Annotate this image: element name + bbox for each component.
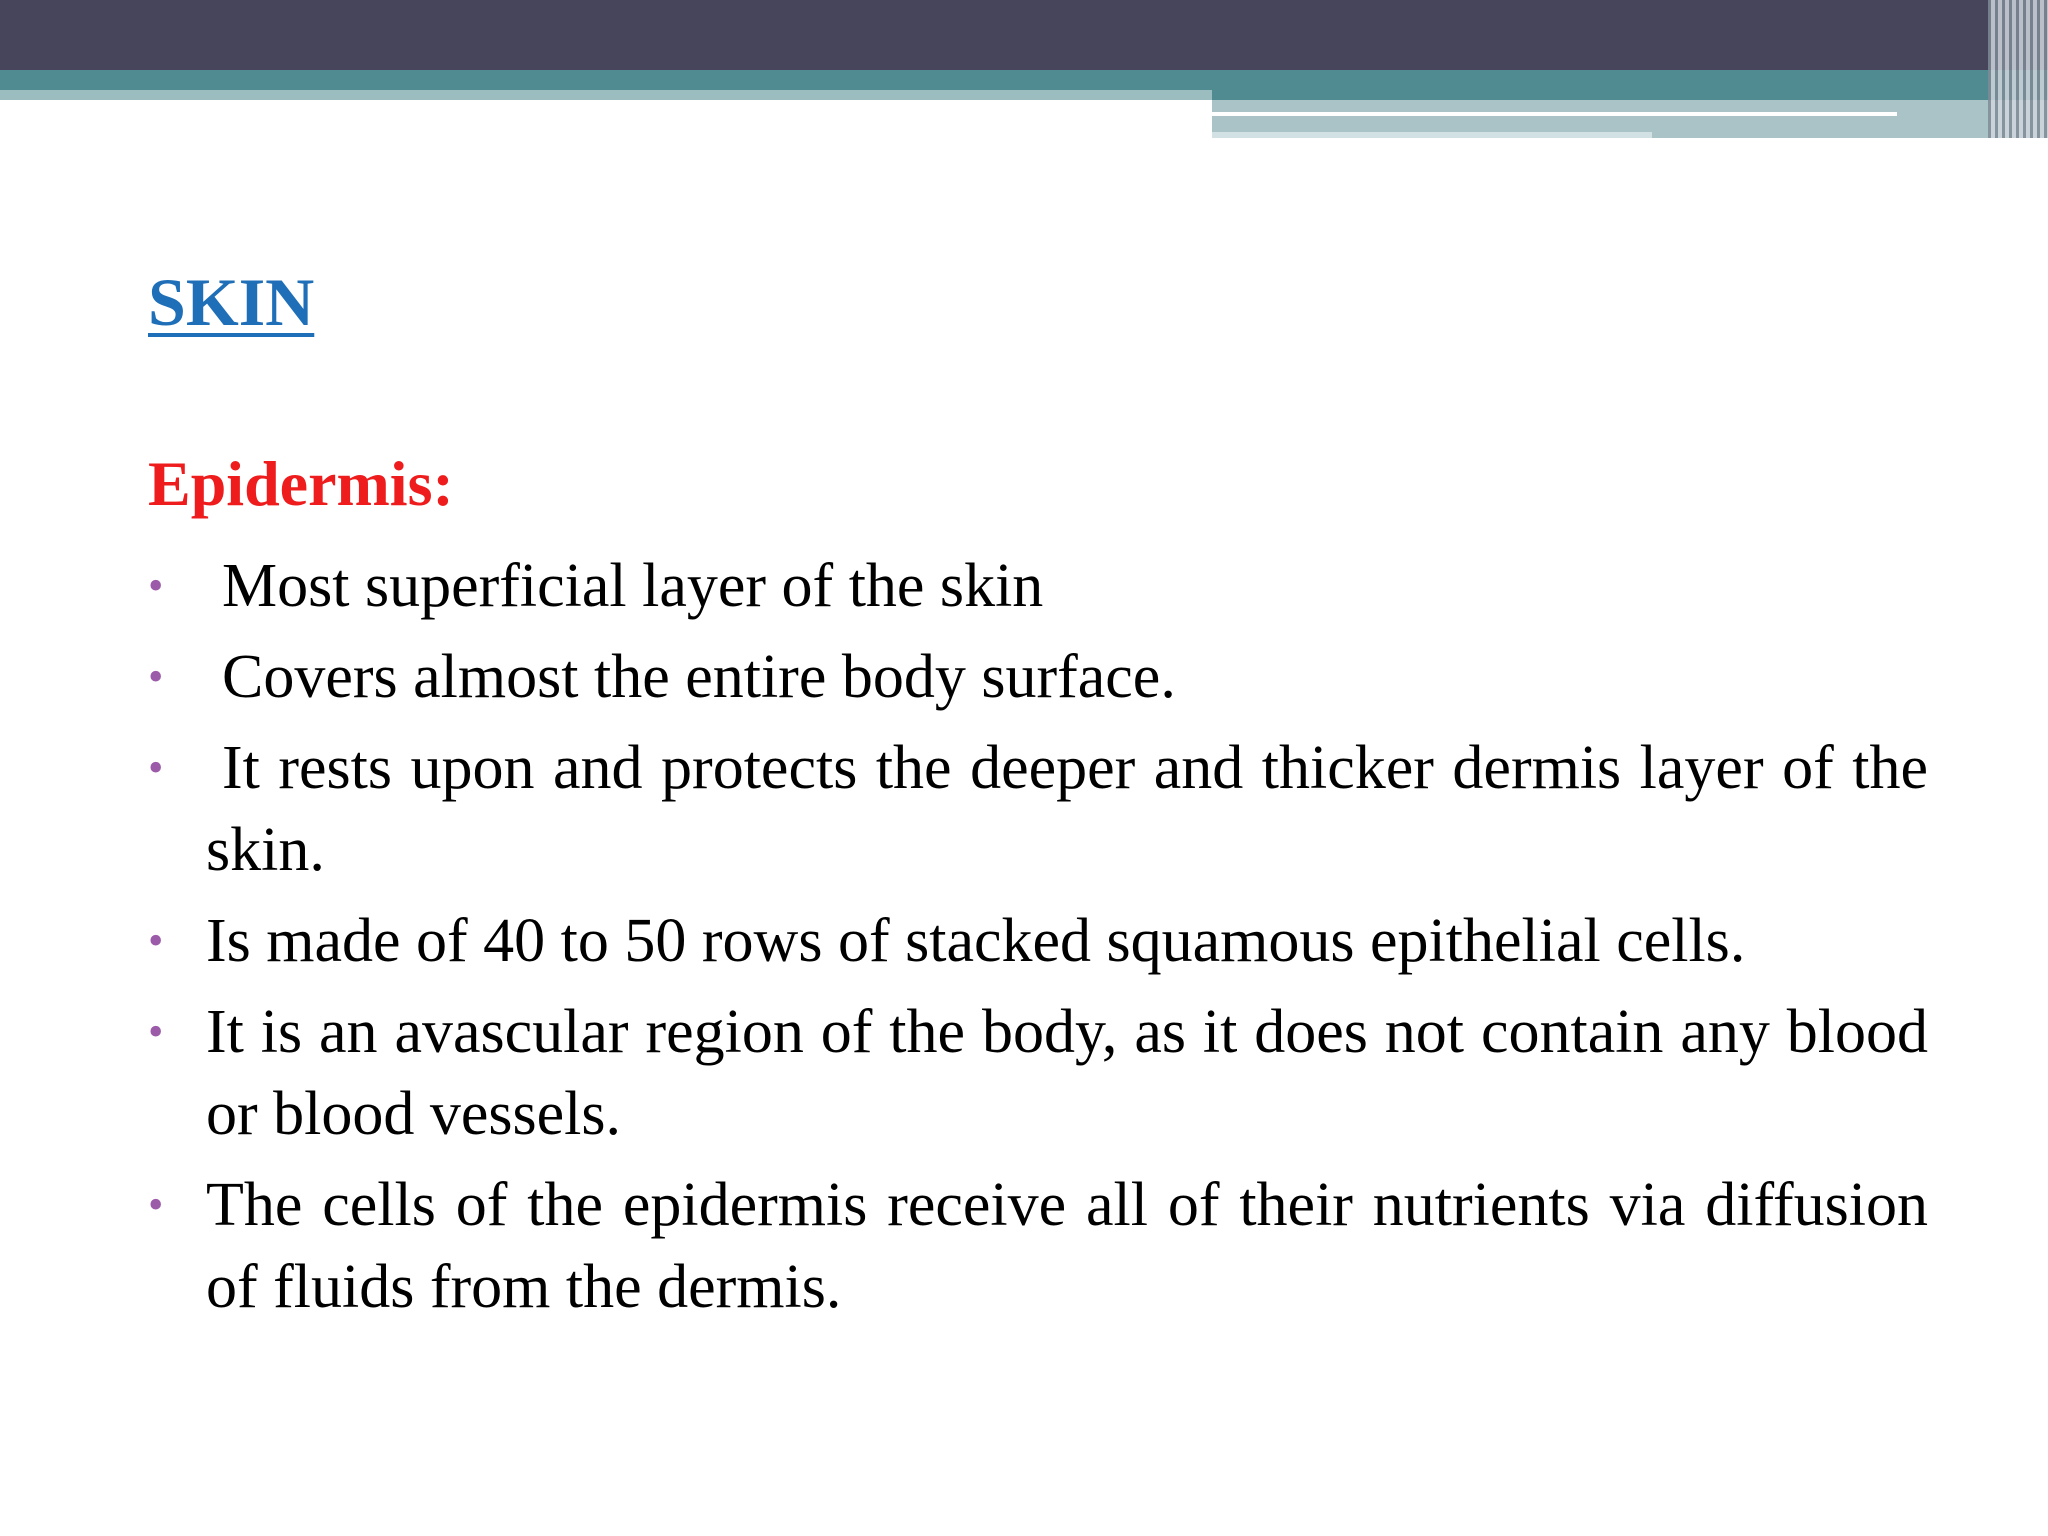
bullet-icon: • xyxy=(148,1007,164,1056)
bullet-text: Is made of 40 to 50 rows of stacked squamous epithelial cells. xyxy=(206,907,1746,975)
bullet-item xyxy=(148,1164,1928,1328)
bullet-item xyxy=(148,900,1928,982)
bullet-list xyxy=(148,545,1928,1337)
header-lower-band xyxy=(1212,132,1652,138)
bullet-icon: • xyxy=(148,916,164,965)
bullet-text: Covers almost the entire body surface. xyxy=(222,643,1176,711)
bullet-icon: • xyxy=(148,652,164,701)
bullet-item xyxy=(148,545,1928,627)
header-light-band xyxy=(0,90,1212,100)
section-heading: Epidermis: xyxy=(148,448,454,519)
header-edge-stripes xyxy=(1988,0,2048,138)
bullet-item xyxy=(148,636,1928,718)
bullet-icon: • xyxy=(148,1180,164,1229)
bullet-item xyxy=(148,991,1928,1155)
header-dark-bar xyxy=(0,0,2048,70)
bullet-text: The cells of the epidermis receive all of their nutrients via diffusion of fluids from the dermis. xyxy=(206,1171,1928,1321)
bullet-text: It is an avascular region of the body, as it does not contain any blood or blood vessels. xyxy=(206,998,1928,1148)
slide-title: SKIN xyxy=(148,264,315,340)
bullet-icon: • xyxy=(148,743,164,792)
bullet-item xyxy=(148,727,1928,891)
bullet-text: Most superficial layer of the skin xyxy=(222,552,1044,620)
bullet-text: It rests upon and protects the deeper and thicker dermis layer of the skin. xyxy=(206,734,1928,884)
bullet-icon: • xyxy=(148,561,164,610)
header-white-line xyxy=(1212,112,1897,116)
